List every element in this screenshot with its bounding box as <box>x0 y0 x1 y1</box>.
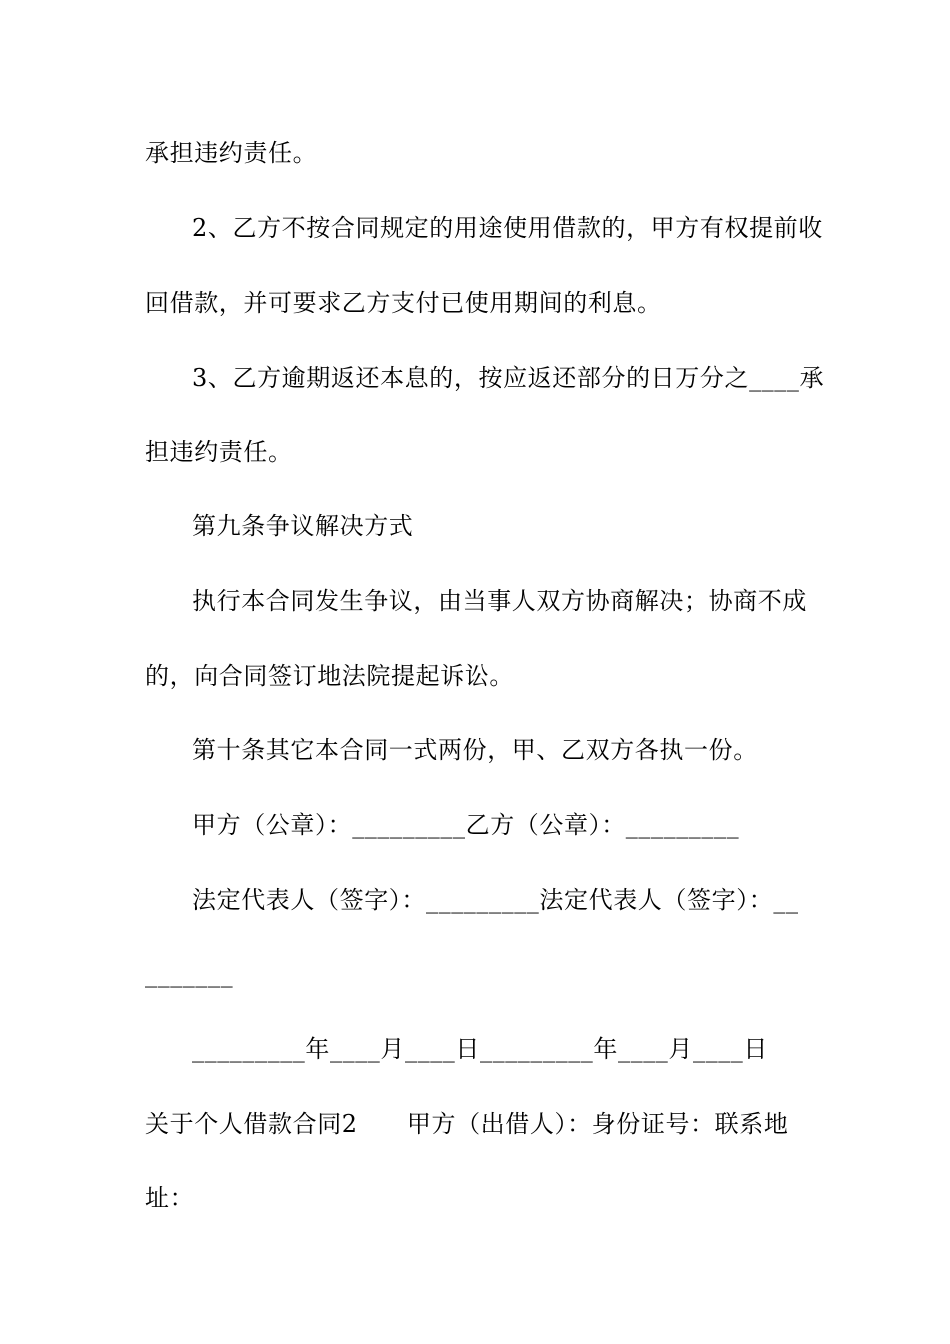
text-line: 的，向合同签订地法院提起诉讼。 <box>145 662 514 690</box>
signature-line: 法定代表人（签字）：_________法定代表人（签字）：__ <box>192 886 799 914</box>
text-line: 关于个人借款合同2 甲方（出借人）：身份证号：联系地 <box>145 1110 789 1138</box>
text-line: 担违约责任。 <box>145 438 293 466</box>
date-line: _________年____月____日_________年____月____日 <box>192 1035 768 1063</box>
text-line: 第十条其它本合同一式两份，甲、乙双方各执一份。 <box>192 736 758 764</box>
text-line: 3、乙方逾期返还本息的，按应返还部分的日万分之____承 <box>192 364 825 392</box>
text-line: 承担违约责任。 <box>145 139 318 167</box>
section-heading: 第九条争议解决方式 <box>192 512 414 540</box>
text-line: 址： <box>145 1184 195 1212</box>
signature-line: _______ <box>145 960 234 988</box>
signature-line: 甲方（公章）：_________乙方（公章）：_________ <box>192 811 740 839</box>
text-line: 执行本合同发生争议，由当事人双方协商解决；协商不成 <box>192 587 807 615</box>
text-line: 回借款，并可要求乙方支付已使用期间的利息。 <box>145 289 662 317</box>
text-line: 2、乙方不按合同规定的用途使用借款的，甲方有权提前收 <box>192 214 823 242</box>
